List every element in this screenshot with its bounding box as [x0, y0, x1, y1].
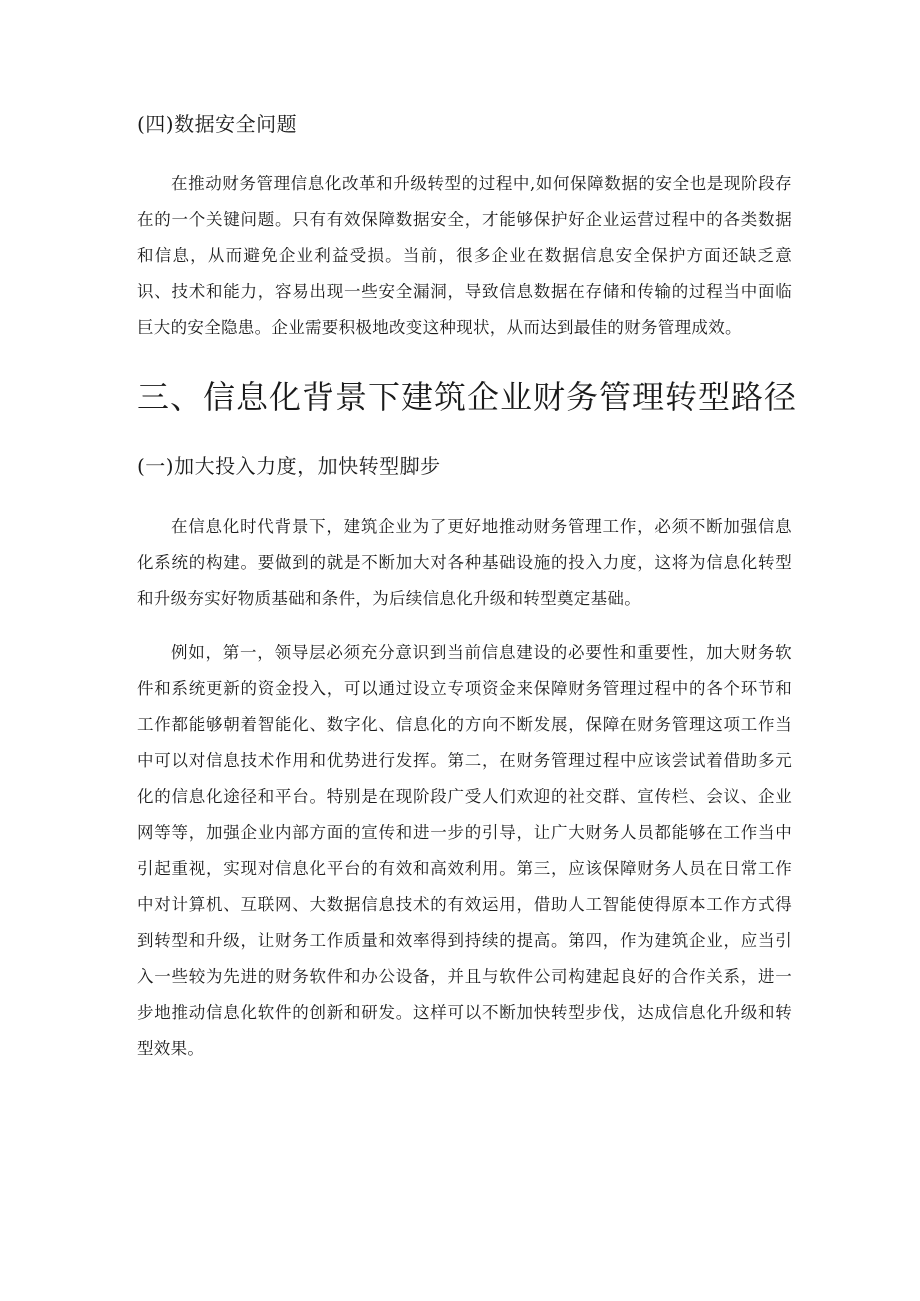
chapter-title: 三、信息化背景下建筑企业财务管理转型路径 [137, 378, 798, 416]
paragraph-data-security: 在推动财务管理信息化改革和升级转型的过程中,如何保障数据的安全也是现阶段存在的一个关键问题。只有有效保障数据安全，才能够保护好企业运营过程中的各类数据和信息，从而避免企业利益受损。当前，很多企业在数据信息安全保护方面还缺乏意识、技术和能力，容易出现一些安全漏洞，导致信息数据在存储和传输的过程当中面临巨大的安全隐患。企业需要积极地改变这种现状，从而达到最佳的财务管理成效。 [137, 174, 792, 337]
paragraph-investment-intro: 在信息化时代背景下，建筑企业为了更好地推动财务管理工作，必须不断加强信息化系统的构建。要做到的就是不断加大对各种基础设施的投入力度，这将为信息化转型和升级夯实好物质基础和条件，为后续信息化升级和转型奠定基础。 [137, 517, 792, 608]
section-heading-data-security: (四)数据安全问题 [137, 112, 298, 136]
section-heading-increase-investment: (一)加大投入力度，加快转型脚步 [137, 454, 441, 478]
paragraph-investment-examples: 例如，第一，领导层必须充分意识到当前信息建设的必要性和重要性，加大财务软件和系统更新的资金投入，可以通过设立专项资金来保障财务管理过程中的各个环节和工作都能够朝着智能化、数字化、信息化的方向不断发展，保障在财务管理这项工作当中可以对信息技术作用和优势进行发挥。第二，在财务管理过程中应该尝试着借助多元化的信息化途径和平台。特别是在现阶段广受人们欢迎的社交群、宣传栏、会议、企业网等等，加强企业内部方面的宣传和进一步的引导，让广大财务人员都能够在工作当中引起重视，实现对信息化平台的有效和高效利用。第三，应该保障财务人员在日常工作中对计算机、互联网、大数据信息技术的有效运用，借助人工智能使得原本工作方式得到转型和升级，让财务工作质量和效率得到持续的提高。第四，作为建筑企业，应当引入一些较为先进的财务软件和办公设备，并且与软件公司构建起良好的合作关系，进一步地推动信息化软件的创新和研发。这样可以不断加快转型步伐，达成信息化升级和转型效果。 [137, 643, 792, 1058]
